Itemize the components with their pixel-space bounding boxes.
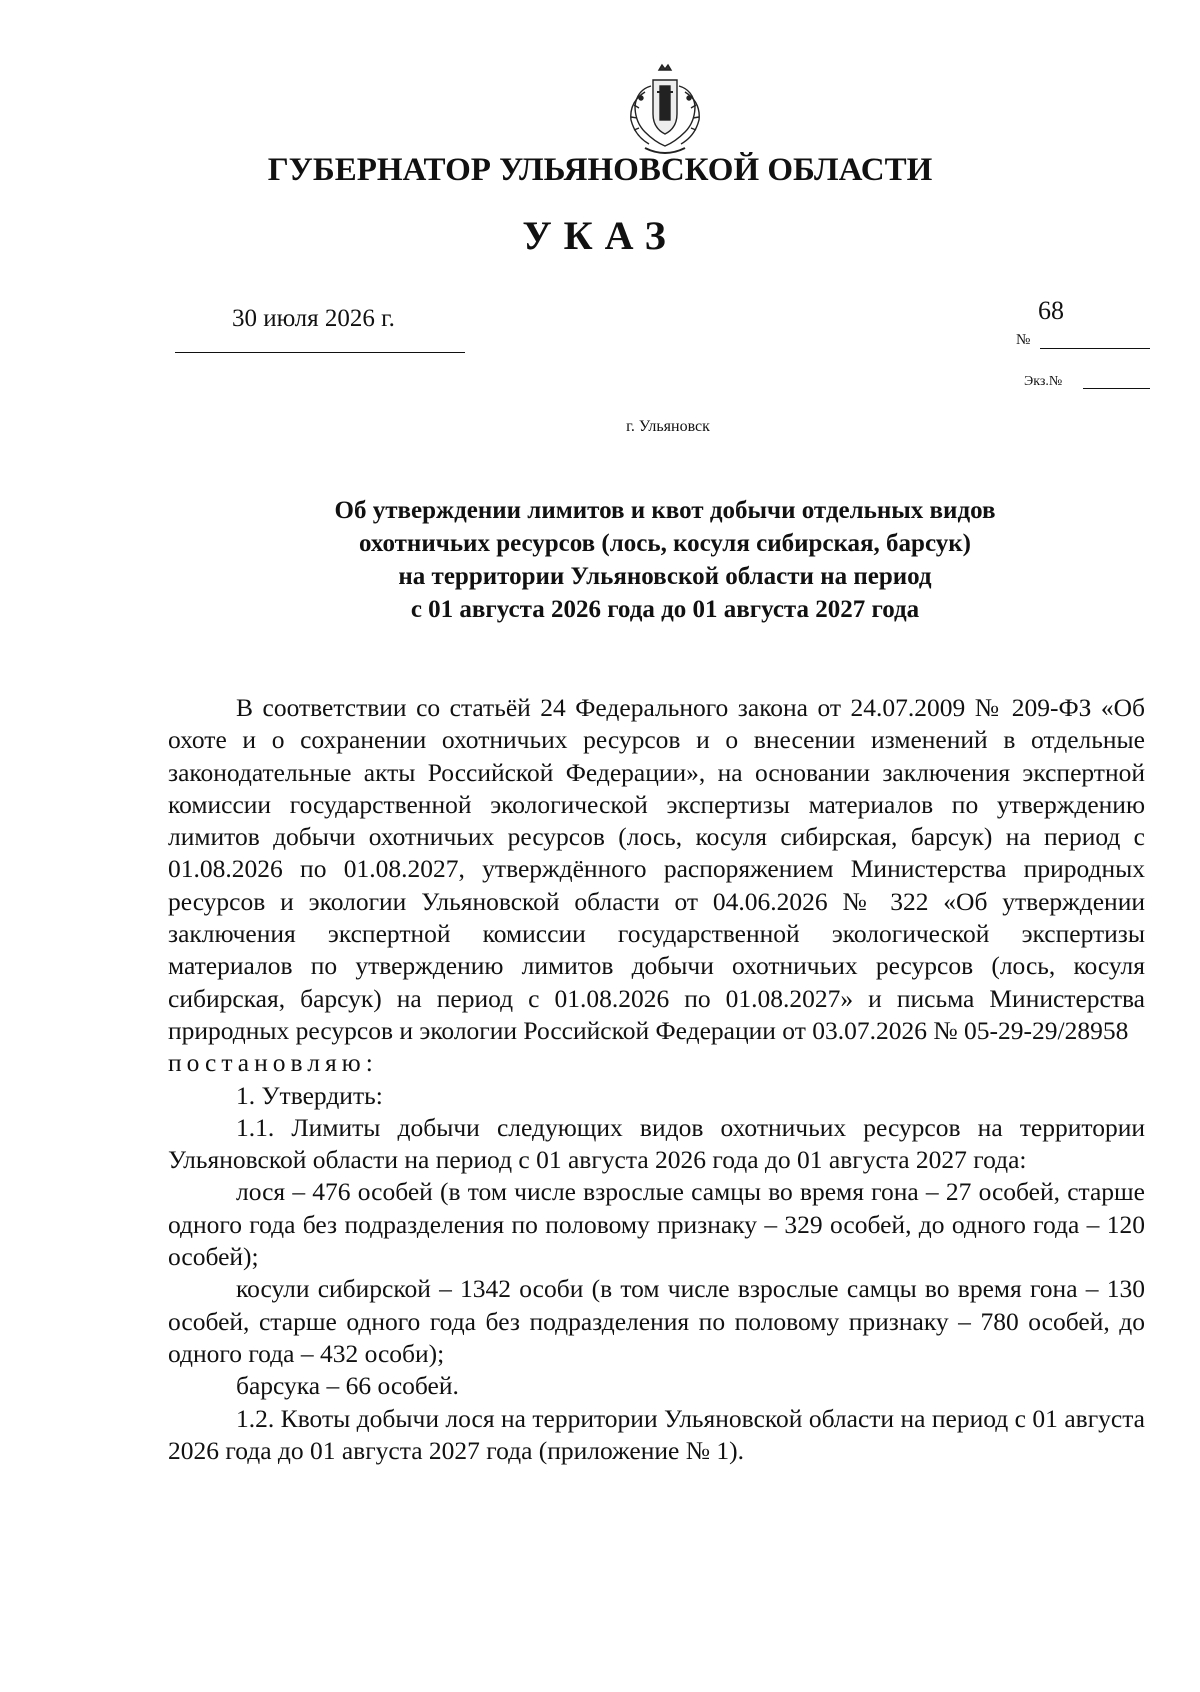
item-1-1-limits: 1.1. Лимиты добычи следующих видов охотничьих ресурсов на территории Ульяновской области на период с 01 августа 2026 года до 01 августа 2027 года: (168, 1112, 1145, 1175)
document-title (235, 494, 1095, 626)
document-date: 30 июля 2026 г. (232, 305, 395, 332)
issuing-authority: ГУБЕРНАТОР УЛЬЯНОВСКОЙ ОБЛАСТИ (267, 152, 933, 188)
date-underline (175, 352, 465, 353)
coat-of-arms-emblem (615, 62, 715, 162)
copy-number-underline (1083, 388, 1150, 389)
preamble-paragraph: В соответствии со статьёй 24 Федерального закона от 24.07.2009 № 209-ФЗ «Об охоте и о сохранении охотничьих ресурсов и о внесении изменений в отдельные законодательные акты Российской Федерации», на основании заключения экспертной комиссии государственной экологической экспертизы материалов по утверждению лимитов добычи охотничьих ресурсов (лось, косуля сибирская, барсук) на период с 01.08.2026 по 01.08.2027, утверждённого распоряжением Министерства природных ресурсов и экологии Ульяновской области от 04.06.2026 № 322 «Об утверждении заключения экспертной комиссии государственной экологической экспертизы материалов по утверждению лимитов добычи охотничьих ресурсов (лось, косуля сибирская, барсук) на период с 01.08.2026 по 01.08.2027» и письма Министерства природных ресурсов и экологии Российской Федерации от 03.07.2026 № 05-29-29/28958 (168, 693, 1145, 1045)
decree-word: постановляю: (168, 1048, 378, 1078)
limit-badger: барсука – 66 особей. (236, 1371, 459, 1401)
item-1: 1. Утвердить: (236, 1080, 383, 1110)
copy-number-label: Экз.№ (1024, 374, 1063, 389)
document-type: УКАЗ (522, 213, 678, 258)
item-1-2-quotas: 1.2. Квоты добычи лося на территории Ульяновской области на период с 01 августа 2026 года до 01 августа 2027 года (приложение № 1). (168, 1403, 1145, 1465)
title-line: Об утверждении лимитов и квот добычи отдельных видов (334, 497, 996, 524)
city-name: г. Ульяновск (626, 418, 710, 435)
number-label: № (1016, 332, 1031, 348)
title-line: с 01 августа 2026 года до 01 августа 2027 года (410, 596, 920, 623)
limit-roe-deer: косули сибирской – 1342 особи (в том числе взрослые самцы во время гона – 130 особей, старше одного года без подразделения по половому признаку – 780 особей, до одного года – 432 особи); (168, 1274, 1145, 1368)
title-line: охотничьих ресурсов (лось, косуля сибирская, барсук) (359, 530, 971, 557)
number-underline (1040, 348, 1150, 349)
limit-moose: лося – 476 особей (в том числе взрослые самцы во время гона – 27 особей, старше одного года без подразделения по половому признаку – 329 особей, до одного года – 120 особей); (168, 1177, 1145, 1272)
document-body (168, 692, 1145, 1467)
document-number: 68 (1038, 296, 1064, 325)
title-line: на территории Ульяновской области на период (398, 563, 932, 590)
